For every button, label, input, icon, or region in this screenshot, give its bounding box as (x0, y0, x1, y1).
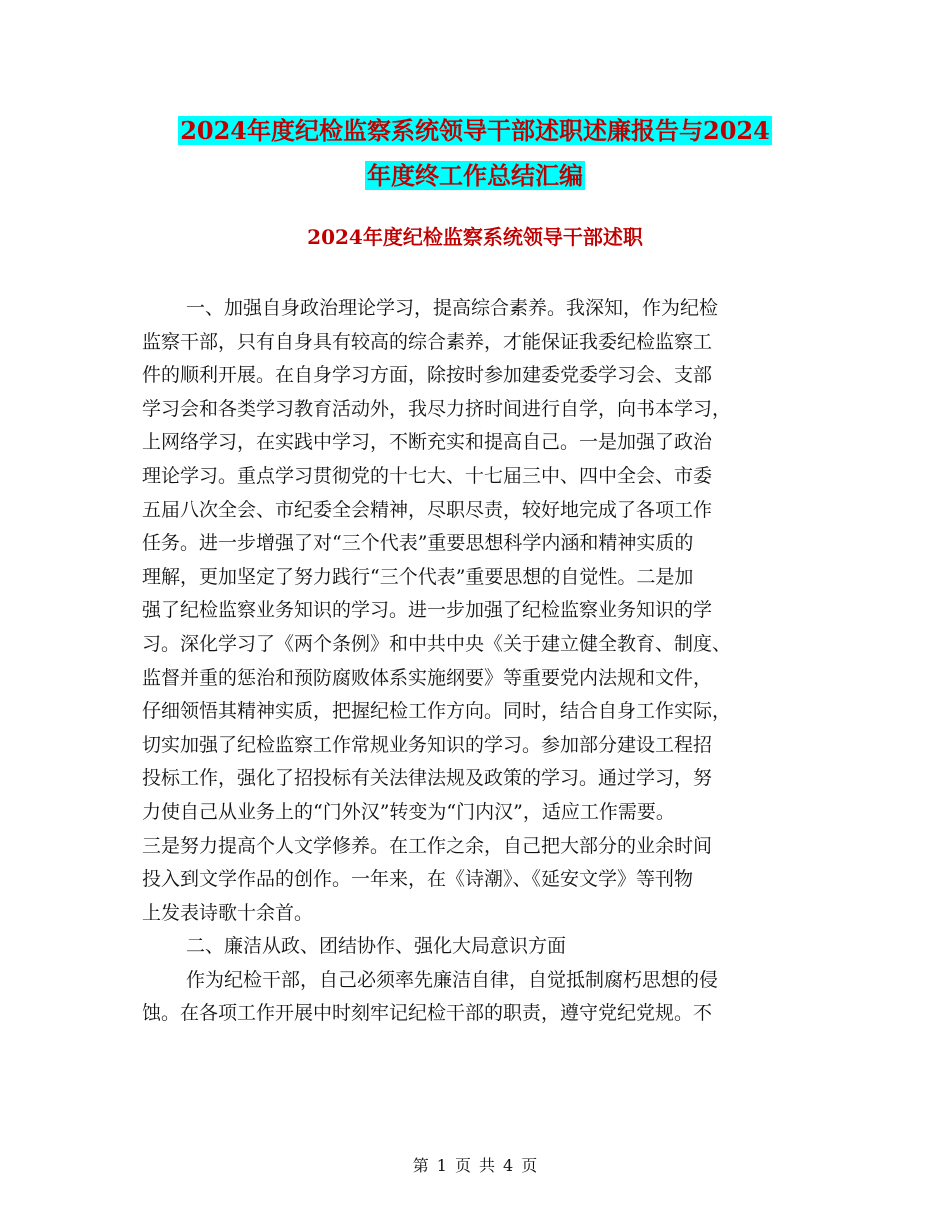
document-title-text-1: 2024年度纪检监察系统领导干部述职述廉报告与2024 (180, 116, 770, 145)
body-text (142, 292, 822, 1031)
paragraph-line: 一、加强自身政治理论学习，提高综合素养。我深知，作为纪检 (186, 297, 719, 319)
paragraph-line: 投入到文学作品的创作。一年来，在《诗潮》、《延安文学》等刊物 (142, 868, 694, 891)
paragraph-line: 力使自己从业务上的“门外汉”转变为“门内汉”，适应工作需要。 (142, 800, 675, 823)
paragraph-line: 三是努力提高个人文学修养。在工作之余，自己把大部分的业余时间 (142, 834, 713, 857)
paragraph-line: 上网络学习，在实践中学习，不断充实和提高自己。一是加强了政治 (142, 431, 713, 454)
paragraph-line: 上发表诗歌十余首。 (142, 901, 314, 924)
paragraph-line: 习。深化学习了《两个条例》和中共中央《关于建立健全教育、制度、 (142, 632, 732, 655)
paragraph-line: 件的顺利开展。在自身学习方面，除按时参加建委党委学习会、支部 (142, 364, 713, 387)
paragraph-line: 强了纪检监察业务知识的学习。进一步加强了纪检监察业务知识的学 (142, 599, 713, 622)
paragraph-line: 蚀。在各项工作开展中时刻牢记纪检干部的职责，遵守党纪党规。不 (142, 1002, 713, 1025)
section-subheading: 二、廉洁从政、团结协作、强化大局意识方面 (186, 935, 567, 958)
paragraph-line: 理解，更加坚定了努力践行“三个代表”重要思想的自觉性。二是加 (142, 565, 694, 588)
footer-total-prefix: 共 (479, 1156, 496, 1175)
page-footer (0, 1154, 950, 1178)
paragraph-line: 切实加强了纪检监察工作常规业务知识的学习。参加部分建设工程招 (142, 733, 713, 756)
paragraph-line: 监察干部，只有自身具有较高的综合素养，才能保证我委纪检监察工 (142, 330, 713, 353)
footer-page-number: 1 (436, 1156, 447, 1175)
footer-page-unit: 页 (454, 1156, 471, 1175)
paragraph-line: 投标工作，强化了招投标有关法律法规及政策的学习。通过学习，努 (142, 767, 713, 790)
footer-prefix: 第 (412, 1156, 429, 1175)
paragraph-line: 作为纪检干部，自己必须率先廉洁自律，自觉抵制腐朽思想的侵 (186, 968, 719, 991)
paragraph-line: 理论学习。重点学习贯彻党的十七大、十七届三中、四中全会、市委 (142, 464, 713, 487)
footer-total-unit: 页 (521, 1156, 538, 1175)
section-heading: 2024年度纪检监察系统领导干部述职 (307, 225, 643, 249)
document-title-text-2: 年度终工作总结汇编 (367, 161, 583, 190)
paragraph-line: 任务。进一步增强了对“三个代表”重要思想科学内涵和精神实质的 (142, 532, 694, 555)
footer-total-pages: 4 (503, 1156, 514, 1175)
paragraph-line: 五届八次全会、市纪委全会精神，尽职尽责，较好地完成了各项工作 (142, 498, 713, 521)
paragraph-line: 学习会和各类学习教育活动外，我尽力挤时间进行自学，向书本学习， (142, 397, 732, 420)
paragraph-line: 监督并重的惩治和预防腐败体系实施纲要》等重要党内法规和文件， (142, 666, 713, 689)
paragraph-line: 仔细领悟其精神实质，把握纪检工作方向。同时，结合自身工作实际， (142, 700, 732, 723)
document-title-line-2 (0, 150, 950, 202)
